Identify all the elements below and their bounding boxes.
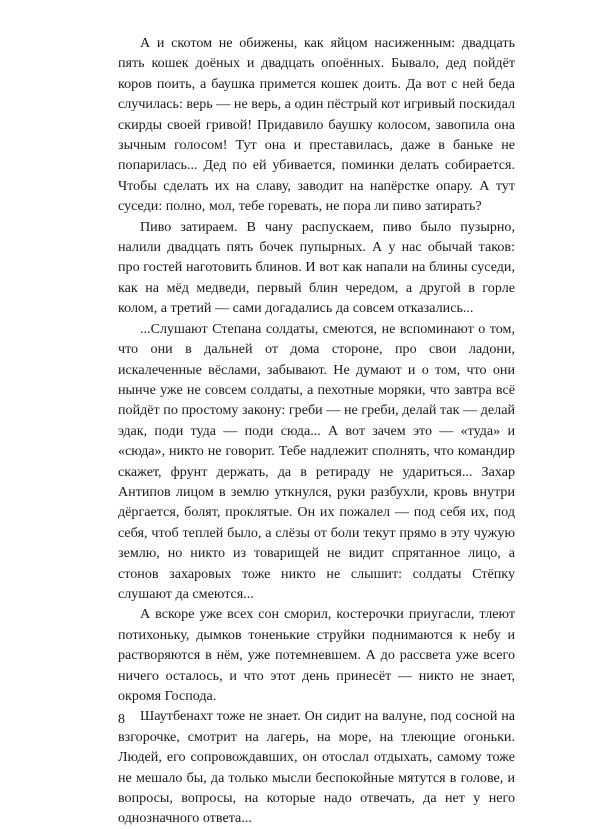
paragraph-2: Пиво затираем. В чану распускаем, пиво было пузырно, налили двадцать пять бочек пупырных. А у нас обычай таков: про гостей наготовить блинов. И вот как напали на блины суседи, как на мёд медведи, первый блин чередом, а другой в горле колом, а третий — сами догадались да совсем отказались... (118, 218, 515, 317)
paragraph-1: А и скотом не обижены, как яйцом насиженным: двадцать пять кошек доёных и двадцать опоённых. Бывало, дед пойдёт коров поить, а баушка примется кошек доить. Да вот с ней беда случилась: верь — не верь, а один пёстрый кот игривый поскидал скирды своей гривой! Придавило баушку колосом, завопила она зычным голосом! Тут она и преставилась, даже в баньке не попарилась... Дед по ей убивается, поминки делать собирается. Чтобы сделать их на славу, заводит на напёрстке опару. А тут суседи: полно, мол, тебе горевать, не пора ли пиво затирать? (118, 35, 515, 215)
page-number: 8 (118, 712, 125, 727)
page-body (118, 33, 515, 829)
paragraph-3: ...Слушают Степана солдаты, смеются, не вспоминают о том, что они в дальней от дома стороне, про свои ладони, искалеченные вёслами, забывают. Не думают и о том, что они нынче уже не совсем солдаты, а пехотные моряки, что завтра всё пойдёт по простому закону: греби — не греби, делай так — делай эдак, поди туда — поди сюда... А вот зачем это — «туда» и «сюда», никто не говорит. Тебе надлежит сполнять, что командир скажет, фрунт держать, да в ретираду не удариться... Захар Антипов лицом в землю уткнулся, руки разбухли, кровь внутри дёргается, болят, проклятые. Он их пожалел — под себя их, под себя, чтоб теплей было, а слёзы от боли текут прямо в эту чужую землю, но никто из товарищей не видит спрятанное лицо, а стонов захаровых тоже никто не слышит: солдаты Стёпку слушают да смеются... (118, 320, 515, 602)
paragraph-5: Шаутбенахт тоже не знает. Он сидит на валуне, под сосной на взгорочке, смотрит на лагерь, на море, на тлеющие огоньки. Людей, его сопровождавших, он отослал отдыхать, самому тоже не мешало бы, да только мысли беспокойные мятутся в голове, и вопросы, вопросы, на которые надо отвечать, да нет у него однозначного ответа... (118, 708, 515, 827)
paragraph-4: А вскоре уже всех сон сморил, костерочки приугасли, тлеют потихоньку, дымков тоненькие струйки поднимаются к небу и растворяются в нём, уже потемневшем. А до рассвета уже всего ничего осталось, и что этот день принесёт — никто не знает, окромя Господа. (118, 606, 515, 704)
